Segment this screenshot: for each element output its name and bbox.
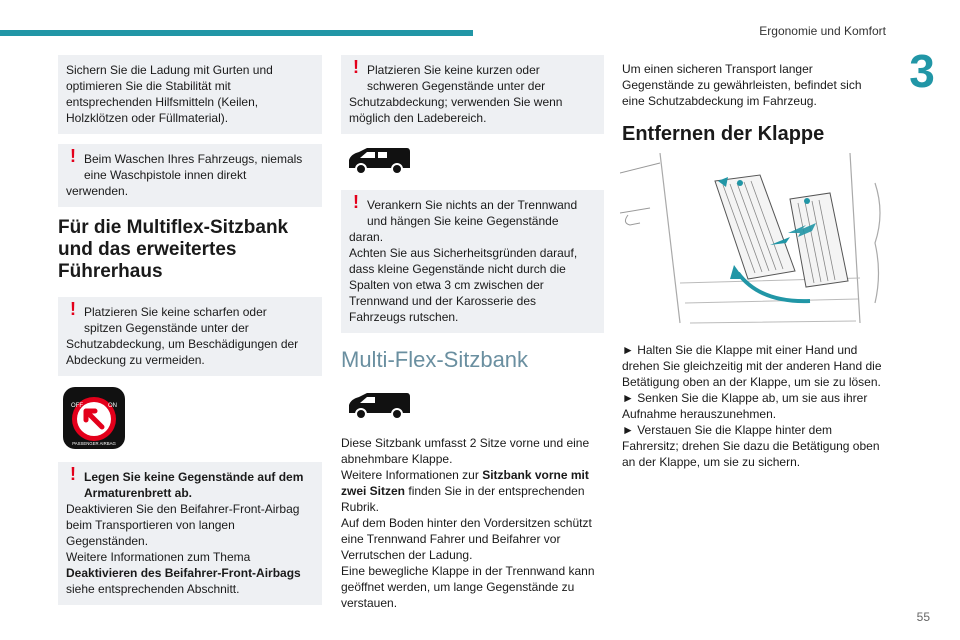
warning-text: daran.	[349, 230, 384, 244]
exclamation-icon: !	[353, 192, 359, 212]
warning-box-wash	[58, 144, 322, 207]
ref-pre: Weitere Informationen zur	[341, 468, 479, 482]
step-item: ► Senken Sie die Klappe ab, um sie aus ihrer Aufnahme herauszunehmen.	[622, 391, 868, 421]
warning-text: Beim Waschen Ihres Fahrzeugs, niemals	[84, 152, 303, 166]
info-text: Sichern Sie die Ladung mit Gurten und optimieren Sie die Stabilität mit entsprechenden Hilfsmitteln (Keilen, Holzklötzen oder Füllmaterial).	[66, 63, 273, 125]
removal-steps	[622, 342, 886, 470]
ref-pre: Weitere Informationen zum Thema	[66, 550, 251, 564]
warning-box-sharp	[58, 297, 322, 376]
exclamation-icon: !	[70, 464, 76, 484]
step-item: ► Halten Sie die Klappe mit einer Hand und drehen Sie gleichzeitig mit der anderen Hand die Betätigung oben an der Klappe, um sie zu lösen.	[622, 343, 882, 389]
column-2	[341, 55, 604, 611]
exclamation-icon: !	[353, 57, 359, 77]
section-heading-multi-flex: Multi-Flex-Sitzbank	[341, 347, 529, 372]
header-accent-bar	[0, 30, 473, 36]
warning-text: spitzen Gegenstände unter der	[84, 321, 249, 335]
warning-box-dashboard	[58, 462, 322, 605]
paragraph-text: Eine bewegliche Klappe in der Trennwand kann geöffnet werden, um lange Gegenstände zu verstauen.	[341, 564, 595, 610]
intro-text: Um einen sicheren Transport langer Gegenstände zu gewährleisten, befindet sich eine Schutzabdeckung im Fahrzeug.	[622, 62, 862, 108]
ref-bold: Sitzbank vorne mit zwei Sitzen	[341, 468, 589, 498]
page-number: 55	[916, 610, 930, 624]
paragraph-ref	[341, 467, 604, 515]
warning-text: Legen Sie keine Gegenstände auf dem	[84, 470, 304, 484]
exclamation-icon: !	[70, 146, 76, 166]
ref-post: finden Sie in der entsprechenden Rubrik.	[341, 484, 585, 514]
ref-bold: Deaktivieren des Beifahrer-Front-Airbags	[66, 566, 301, 580]
warning-text: und hängen Sie keine Gegenstände	[367, 214, 559, 228]
info-box-load	[58, 55, 322, 134]
column-3	[622, 55, 886, 470]
ref-post: siehe entsprechenden Abschnitt.	[66, 582, 240, 596]
warning-text: Schutzabdeckung, um Beschädigungen der Abdeckung zu vermeiden.	[66, 337, 299, 367]
warning-text: Platzieren Sie keine scharfen oder	[84, 305, 267, 319]
van-icon	[345, 144, 413, 176]
warning-box-heavy	[341, 55, 604, 134]
warning-text: Schutzabdeckung; verwenden Sie wenn möglich den Ladebereich.	[349, 95, 563, 125]
paragraph-text: Auf dem Boden hinter den Vordersitzen schützt eine Trennwand Fahrer und Beifahrer vor Verrutschen der Ladung.	[341, 516, 592, 562]
exclamation-icon: !	[70, 299, 76, 319]
flap-removal-illustration	[620, 153, 888, 328]
step-item: ► Verstauen Sie die Klappe hinter dem Fahrersitz; drehen Sie dazu die Betätigung oben an der Klappe, um sie zu sichern.	[622, 423, 880, 469]
section-heading-remove-flap: Entfernen der Klappe	[622, 123, 825, 145]
warning-box-partition	[341, 190, 604, 333]
airbag-on-label: ON	[108, 403, 117, 409]
warning-text: schweren Gegenstände unter der	[367, 79, 546, 93]
airbag-passenger-label: PASSENGER AIRBAG	[72, 441, 116, 446]
warning-text: Platzieren Sie keine kurzen oder	[367, 63, 540, 77]
van-icon	[345, 389, 413, 421]
warning-text: Verankern Sie nichts an der Trennwand	[367, 198, 578, 212]
warning-text: eine Waschpistole innen direkt	[84, 168, 247, 182]
chapter-title: Ergonomie und Komfort	[759, 24, 886, 38]
warning-text-ref	[66, 549, 314, 597]
airbag-off-label: OFF	[71, 403, 83, 409]
column-1	[58, 55, 322, 615]
warning-text: Deaktivieren Sie den Beifahrer-Front-Airbag beim Transportieren von langen Gegenständen.	[66, 502, 300, 548]
section-heading-multiflex: Für die Multiflex-Sitzbank und das erweitertes Führerhaus	[58, 217, 289, 282]
warning-text: Armaturenbrett ab.	[84, 486, 193, 500]
warning-text: verwenden.	[66, 184, 129, 198]
warning-text: Achten Sie aus Sicherheitsgründen darauf, dass kleine Gegenstände nicht durch die Spalten von etwa 3 cm zwischen der Trennwand und der Karosserie des Fahrzeugs rutschen.	[349, 246, 578, 324]
chapter-number: 3	[909, 45, 935, 97]
paragraph-text: Diese Sitzbank umfasst 2 Sitze vorne und eine abnehmbare Klappe.	[341, 436, 590, 466]
multiflex-description	[341, 435, 604, 611]
airbag-warning-icon	[62, 386, 126, 450]
